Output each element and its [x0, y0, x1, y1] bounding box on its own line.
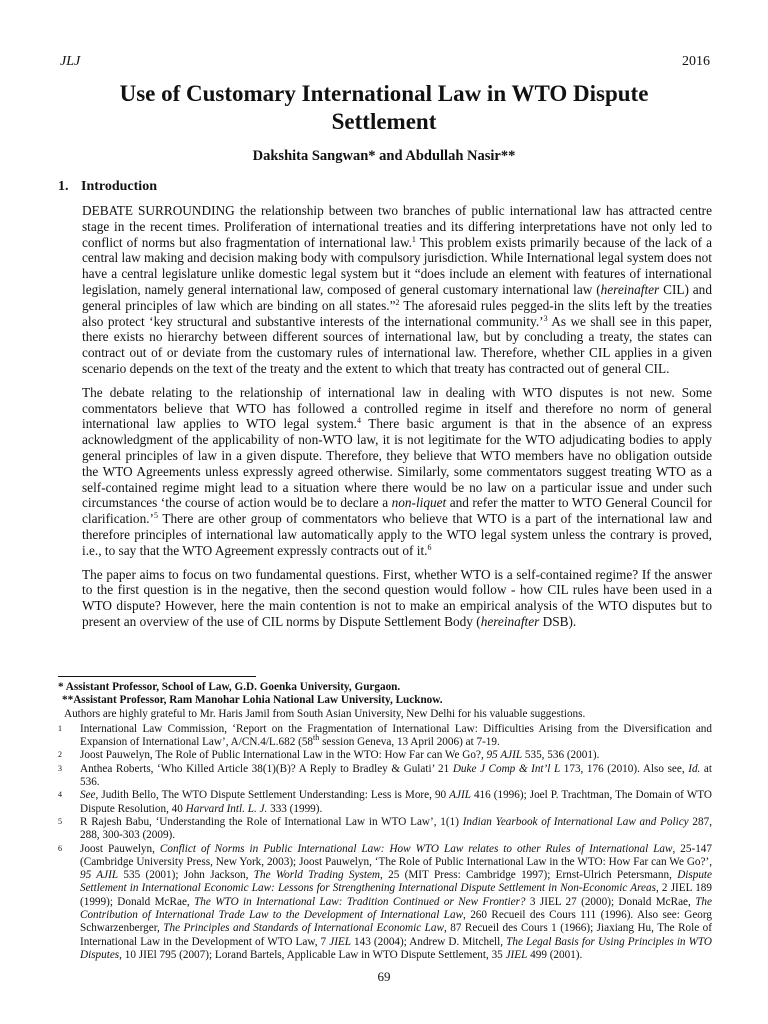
text-run: , 25 (MIT Press: Cambridge 1997); Ernst-Ulrich Petersmann, — [380, 869, 678, 882]
section-title: Introduction — [81, 179, 157, 194]
text-run: This problem exists primarily because of the lack of a central law making and decision making body with compulsory jurisdiction. While International legal system does not have a central legislature unlike domestic legal system but it “does include an element with features of international legislation, namely general international law, composed of general customary international law ( — [82, 234, 712, 297]
text-run: 535 (2001); John Jackson, — [118, 869, 254, 882]
author-note-1: * Assistant Professor, School of Law, G.D. Goenka University, Gurgaon. — [58, 681, 401, 693]
footnote-ref: 6 — [427, 542, 432, 552]
text-run: 287, 288, 300-303 (2009). — [80, 815, 712, 842]
paragraph-1 — [82, 203, 712, 377]
footnote-number: 2 — [58, 750, 62, 760]
text-run: There basic argument is that in the absence of an express acknowledgment of the applicability of non-WTO law, it is not legitimate for the WTO adjudicating bodies to apply general principles of law in a given dispute. Therefore, they believe that WTO members have no obligation outside the WTO Agreements unless expressly agreed otherwise. Similarly, some commentators suggest treating WTO as a self-contained regime might lead to a situation where there would be no law on a particular issue and under such circumstances ‘the course of action would be to declare a — [82, 416, 713, 511]
text-run: , 260 Recueil des Cours 111 (1996). Also see: Georg Schwarzenberger, — [80, 909, 712, 935]
text-run: DSB). — [539, 613, 577, 629]
italic-run: 95 AJIL — [486, 749, 523, 762]
page-number: 69 — [377, 969, 391, 984]
text-run: 3 JIEL 27 (2000); Donald McRae, — [525, 895, 696, 908]
footnote-ref: 2 — [395, 297, 400, 307]
footnote-number: 6 — [58, 843, 62, 853]
text-run: The aforesaid rules pegged-in the slits left by the treaties also protect ‘key structural and substantive interests of the international community.’ — [82, 297, 712, 329]
text-run: International Law Commission, ‘Report on the Fragmentation of International Law: Difficulties Arising from the Diversification and Expansion of International Law’, A/CN.4/L.682 (58 — [80, 722, 712, 749]
journal-abbrev: JLJ — [60, 54, 81, 69]
italic-run: Duke J Comp & Int’l L — [452, 762, 561, 775]
text-run: There are other group of commentators who believe that WTO is a part of the international law and therefore principles of international law automatically apply to the WTO legal system unless the contrary is proved, i.e., to say that the WTO Agreement expressly contracts out of it. — [82, 511, 712, 558]
footnote-text — [80, 749, 712, 762]
footnote-ref: 5 — [153, 511, 158, 521]
text-run: Joost Pauwelyn, The Role of Public International Law in the WTO: How Far can We Go?, — [80, 749, 487, 762]
italic-run: 95 AJIL — [80, 869, 119, 882]
text-run: and refer the matter to WTO General Council for clarification.’ — [82, 495, 712, 527]
text-run: DEBATE SURROUNDING the relationship between two branches of public international law has attracted centre stage in the recent times. Proliferation of international treaties and its differing interpretations have not only led to conflict of norms but also fragmentation of international law. — [82, 203, 712, 250]
italic-run: Harvard Intl. L. J. — [185, 802, 268, 815]
section-heading — [58, 179, 157, 195]
italic-run: Indian Yearbook of International Law and Policy — [462, 815, 689, 828]
footnotes-block — [58, 681, 712, 962]
footnote-ref: 4 — [357, 416, 362, 426]
footnote — [58, 843, 712, 963]
footnote — [58, 723, 712, 750]
footnote — [58, 749, 712, 762]
italic-run: The Contribution of International Trade Law to the Development of International Law — [80, 895, 712, 922]
footnote-text — [80, 843, 712, 963]
publication-year: 2016 — [682, 54, 710, 69]
footnote — [58, 816, 712, 843]
text-run: , 25-147 (Cambridge University Press, New York, 2003); Joost Pauwelyn, ‘The Role of Public International Law in the WTO: How Far can We Go?’, — [80, 842, 712, 868]
text-run: 499 (2001). — [527, 948, 583, 961]
footnote-number: 3 — [58, 763, 62, 773]
italic-run: JIEL — [329, 935, 351, 948]
italic-run: hereinafter — [600, 281, 660, 297]
footnote-text — [80, 763, 712, 790]
paragraph-3 — [82, 567, 712, 630]
text-run: R Rajesh Babu, ‘Understanding the Role of International Law in WTO Law’, 1(1) — [80, 815, 463, 828]
footnote-text — [80, 816, 712, 843]
italic-run: The World Trading System — [253, 869, 380, 882]
footnote — [58, 763, 712, 790]
text-run: , 10 JIEl 795 (2007); Lorand Bartels, Applicable Law in WTO Dispute Settlement, 35 — [119, 948, 506, 961]
footnote-number: 1 — [58, 723, 62, 733]
text-run: CIL) and general principles of law which are binding on all states.” — [82, 281, 712, 313]
text-run: 416 (1996); Joel P. Trachtman, The Domain of WTO Dispute Resolution, 40 — [80, 789, 712, 815]
footnote-text — [80, 789, 712, 816]
footnote-number: 4 — [58, 790, 62, 800]
text-run: 173, 176 (2010). Also see, — [560, 762, 689, 775]
paper-title: Use of Customary International Law in WTO Dispute Settlement — [119, 81, 649, 134]
text-run: 333 (1999). — [267, 802, 323, 815]
text-run: 535, 536 (2001). — [522, 749, 600, 762]
footnote-ref: 3 — [543, 313, 548, 323]
acknowledgement-note: Authors are highly grateful to Mr. Haris Jamil from South Asian University, New Delhi for his valuable suggestions. — [64, 707, 586, 720]
running-header — [60, 54, 710, 70]
italic-run: Dispute Settlement in International Economic Law: Lessons for Strengthening International Dispute Settlement in Non-Economic Areas — [80, 869, 713, 895]
text-run: As we shall see in this paper, there exists no hierarchy between different sources of international law, but by concluding a treaty, the states can contract out of or deviate from the customary rules of international law. Therefore, whether CIL applies in a given scenario depends on the text of the treaty and the extent to which that treaty has contracted out of general CIL. — [82, 313, 712, 376]
italic-run: JIEL — [505, 948, 528, 961]
text-run: 143 (2004); Andrew D. Mitchell, — [350, 935, 507, 948]
italic-run: Id. — [688, 762, 701, 775]
footnote-number: 5 — [58, 816, 62, 826]
italic-run: The WTO in International Law: Tradition Continued or New Frontier? — [194, 895, 526, 908]
text-run: at 536. — [80, 762, 713, 789]
italic-run: The Principles and Standards of International Economic Law — [163, 922, 444, 935]
text-run: , 2 JIEL 189 (1999); Donald McRae, — [80, 882, 712, 908]
italic-run: hereinafter — [480, 613, 540, 629]
ordinal-suffix: th — [313, 733, 320, 743]
footnote-separator — [58, 676, 256, 677]
footnote — [58, 789, 712, 816]
italic-run: The Legal Basis for Using Principles in WTO Disputes — [80, 935, 713, 961]
section-number: 1. — [58, 179, 69, 194]
paragraph-2 — [82, 385, 712, 559]
text-run: , 87 Recueil des Cours 1 (1966); Jiaxiang Hu, The Role of International Law in the Development of WTO Law, 7 — [80, 922, 713, 948]
body-text — [82, 203, 712, 630]
author-note-2: **Assistant Professor, Ram Manohar Lohia National Law University, Lucknow. — [62, 694, 443, 707]
text-run: The paper aims to focus on two fundamental questions. First, whether WTO is a self-contained regime? If the answer to the first question is in the negative, then the second question would follow - how CIL rules have been used in a WTO dispute? However, here the main contention is not to make an empirical analysis of the WTO disputes but to present an overview of the use of CIL norms by Dispute Settlement Body ( — [82, 566, 712, 629]
footnote-text — [80, 723, 712, 750]
italic-run: See, — [80, 789, 99, 802]
author-line: Dakshita Sangwan* and Abdullah Nasir** — [252, 148, 516, 164]
italic-run: AJIL — [449, 789, 471, 802]
italic-run: non-liquet — [391, 495, 447, 511]
text-run: Judith Bello, The WTO Dispute Settlement Understanding: Less is More, 90 — [98, 789, 450, 802]
text-run: Joost Pauwelyn, — [80, 842, 160, 855]
text-run: session Geneva, 13 April 2006) at 7-19. — [319, 736, 500, 749]
text-run: Anthea Roberts, ‘Who Killed Article 38(1)(B)? A Reply to Bradley & Gulati’ 21 — [80, 762, 453, 775]
italic-run: Conflict of Norms in Public International Law: How WTO Law relates to other Rules of International Law — [159, 842, 673, 855]
footnote-ref: 1 — [411, 234, 416, 244]
text-run: The debate relating to the relationship of international law in dealing with WTO disputes is not new. Some commentators believe that WTO has followed a controlled regime in itself and therefore no norm of general international law applies to WTO legal system. — [82, 384, 712, 432]
